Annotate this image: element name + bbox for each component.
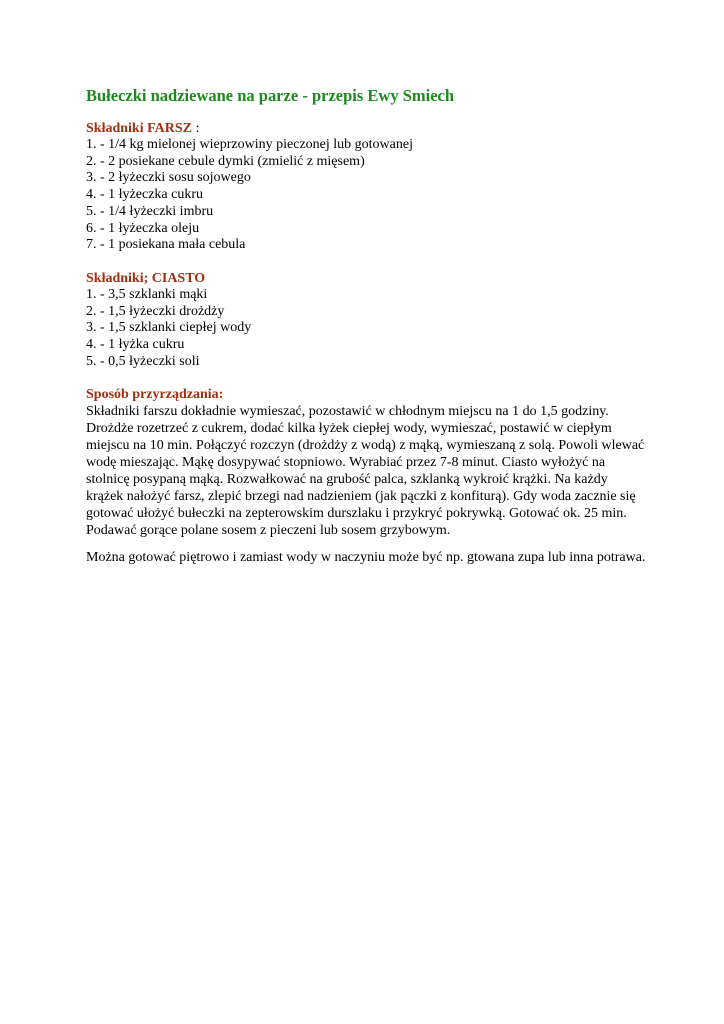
ingredient-list-ciasto xyxy=(86,287,646,371)
list-item: 1. - 1/4 kg mielonej wieprzowiny pieczonej lub gotowanej xyxy=(86,137,413,152)
list-item: 1. - 3,5 szklanki mąki xyxy=(86,286,208,302)
section-heading-farsz xyxy=(86,120,646,137)
section-heading-sposob: Sposób przyrządzania: xyxy=(86,387,224,403)
section-spacer xyxy=(86,254,646,270)
ingredient-list-farsz xyxy=(86,137,646,254)
list-item: 3. - 2 łyżeczki sosu sojowego xyxy=(86,170,251,186)
section-spacer xyxy=(86,370,646,386)
heading-farsz-text: Składniki FARSZ xyxy=(86,121,192,136)
list-item: 3. - 1,5 szklanki ciepłej wody xyxy=(86,320,252,336)
note-paragraph: Można gotować piętrowo i zamiast wody w naczyniu może być np. gtowana zupa lub inna potrawa. xyxy=(86,550,646,566)
list-item: 7. - 1 posiekana mała cebula xyxy=(86,237,246,253)
list-item: 2. - 1,5 łyżeczki drożdży xyxy=(86,303,225,319)
section-heading-ciasto: Składniki; CIASTO xyxy=(86,270,206,286)
document-title: Bułeczki nadziewane na parze - przepis Ewy Smiech xyxy=(86,86,455,105)
list-item: 5. - 1/4 łyżeczki imbru xyxy=(86,203,214,219)
list-item: 4. - 1 łyżeczka cukru xyxy=(86,187,203,203)
list-item: 2. - 2 posiekane cebule dymki (zmielić z mięsem) xyxy=(86,153,365,169)
paragraph-spacer xyxy=(86,539,646,549)
heading-farsz-suffix: : xyxy=(191,121,200,136)
document-page xyxy=(86,86,646,566)
list-item: 6. - 1 łyżeczka oleju xyxy=(86,220,200,236)
list-item: 4. - 1 łyżka cukru xyxy=(86,337,185,353)
instructions-paragraph: Składniki farszu dokładnie wymieszać, pozostawić w chłodnym miejscu na 1 do 1,5 godziny. Drożdże rozetrzeć z cukrem, dodać kilka łyżek ciepłej wody, wymieszać, postawić w ciepłym miejscu na 10 min. Połączyć rozczyn (drożdży z wodą) z mąką, wymieszaną z solą. Powoli wlewać wodę mieszając. Mąkę dosypywać stopniowo. Wyrabiać przez 7-8 minut. Ciasto wyłożyć na stolnicę posypaną mąką. Rozwałkować na grubość palca, szklanką wykroić krążki. Na każdy krążek nałożyć farsz, zlepić brzegi nad nadzieniem (jak pączki z konfiturą). Gdy woda zacznie się gotować ułożyć bułeczki na zepterowskim durszlaku i przykryć pokrywką. Gotować ok. 25 min. Podawać gorące polane sosem z pieczeni lub sosem grzybowym. xyxy=(86,404,645,539)
list-item: 5. - 0,5 łyżeczki soli xyxy=(86,353,200,369)
